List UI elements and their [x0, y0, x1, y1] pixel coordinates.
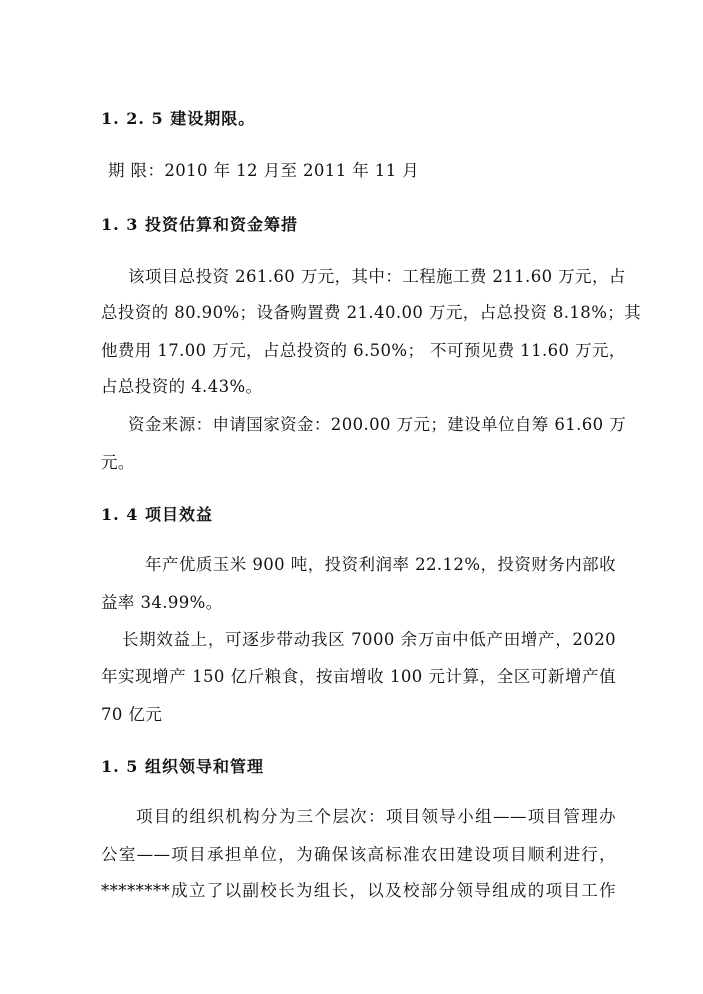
section-heading-1-2-5: 1. 2. 5 建设期限。: [101, 109, 256, 128]
benefit-paragraph-line-2: 益率 34.99%。: [101, 593, 223, 612]
funding-source-line-1: 资金来源：申请国家资金：200.00 万元；建设单位自筹 61.60 万: [128, 415, 627, 434]
construction-period-line: 期 限：2010 年 12 月至 2011 年 11 月: [108, 161, 420, 180]
organization-paragraph-line-3: ********成立了以副校长为组长，以及校部分领导组成的项目工作: [101, 881, 616, 900]
section-heading-1-5: 1. 5 组织领导和管理: [101, 757, 264, 776]
long-term-benefit-line-1: 长期效益上，可逐步带动我区 7000 余万亩中低产田增产，2020: [122, 630, 616, 649]
investment-paragraph-line-2: 总投资的 80.90%；设备购置费 21.40.00 万元，占总投资 8.18%；其: [101, 303, 642, 322]
section-heading-1-3: 1. 3 投资估算和资金筹措: [101, 215, 298, 234]
organization-paragraph-line-2: 公室——项目承担单位，为确保该高标准农田建设项目顺利进行，: [101, 845, 616, 864]
benefit-paragraph-line-1: 年产优质玉米 900 吨，投资利润率 22.12%，投资财务内部收: [145, 555, 616, 574]
investment-paragraph-line-4: 占总投资的 4.43%。: [101, 377, 263, 396]
long-term-benefit-line-2: 年实现增产 150 亿斤粮食，按亩增收 100 元计算，全区可新增产值: [101, 667, 616, 686]
investment-paragraph-line-1: 该项目总投资 261.60 万元，其中：工程施工费 211.60 万元，占: [128, 267, 626, 286]
section-heading-1-4: 1. 4 项目效益: [101, 505, 213, 524]
organization-paragraph-line-1: 项目的组织机构分为三个层次：项目领导小组——项目管理办: [136, 807, 616, 826]
funding-source-line-2: 元。: [101, 453, 135, 472]
long-term-benefit-line-3: 70 亿元: [101, 705, 163, 724]
investment-paragraph-line-3: 他费用 17.00 万元，占总投资的 6.50%； 不可预见费 11.60 万元，: [101, 341, 626, 360]
